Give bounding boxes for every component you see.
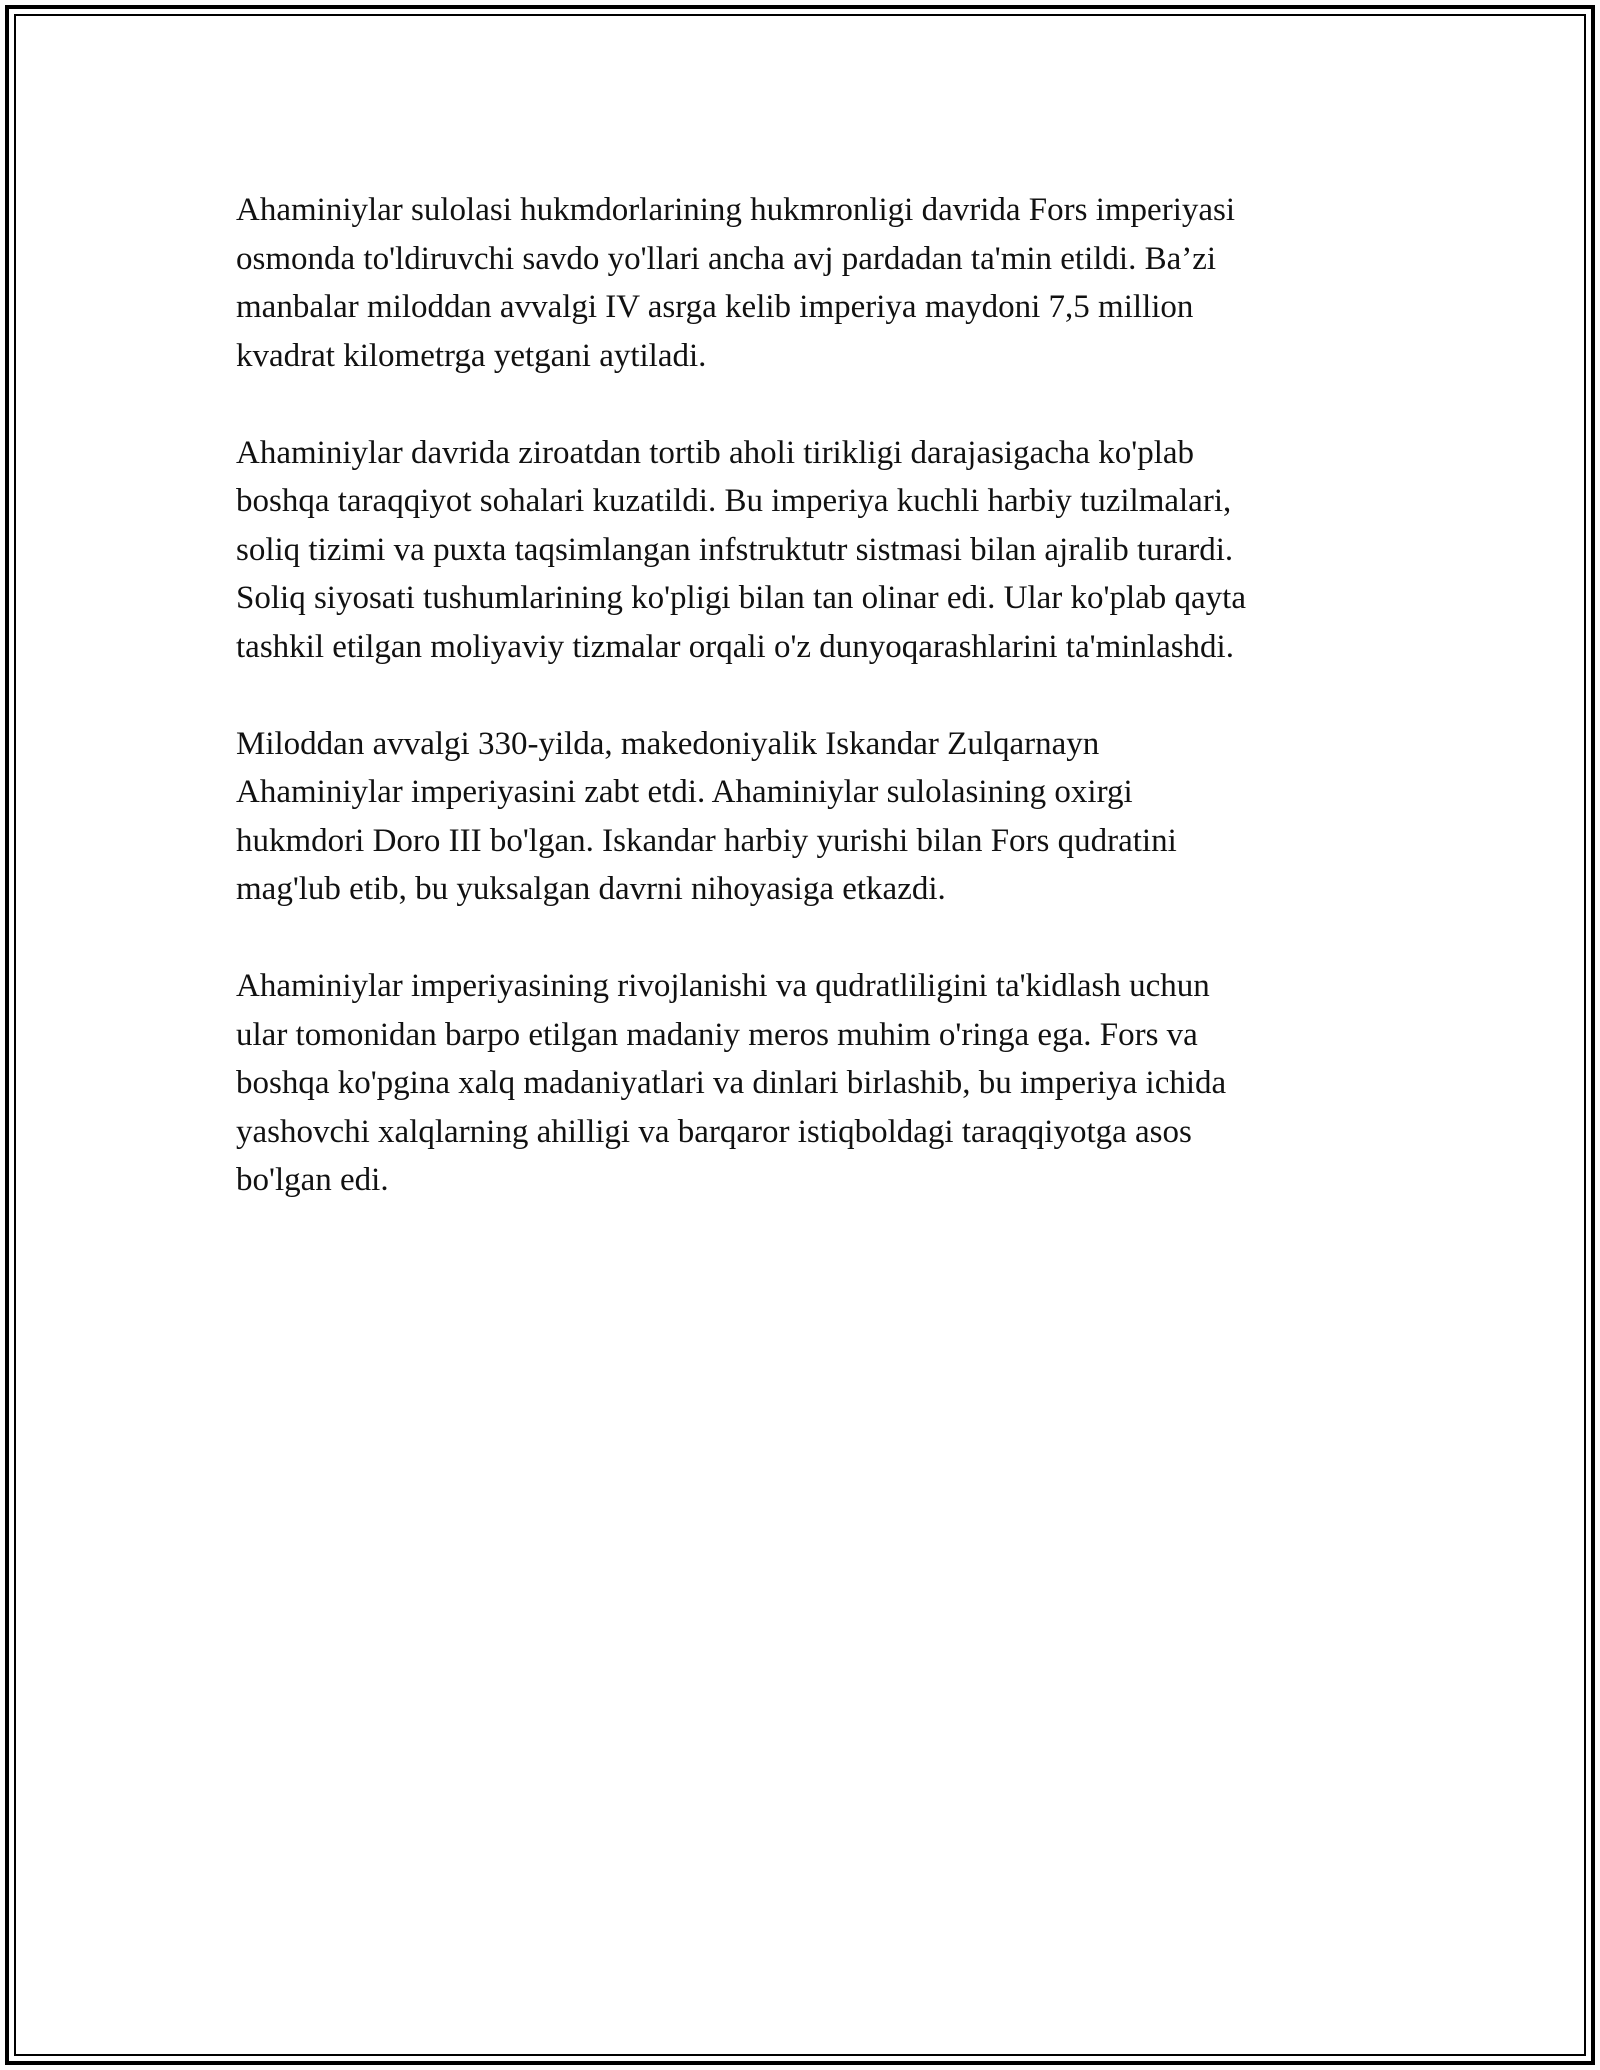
text-line: tashkil etilgan moliyaviy tizmalar orqali o'z dunyoqarashlarini ta'minlashdi. [236, 628, 1234, 665]
text-line: ular tomonidan barpo etilgan madaniy meros muhim o'ringa ega. Fors va [236, 1016, 1198, 1053]
text-line: osmonda to'ldiruvchi savdo yo'llari ancha avj pardadan ta'min etildi. Ba’zi [236, 240, 1217, 277]
text-line: Ahaminiylar davrida ziroatdan tortib aholi tirikligi darajasigacha ko'plab [236, 434, 1195, 471]
paragraph-3 [236, 720, 1386, 914]
text-line: Ahaminiylar sulolasi hukmdorlarining hukmronligi davrida Fors imperiyasi [236, 192, 1236, 228]
text-line: Ahaminiylar imperiyasini zabt etdi. Ahaminiylar sulolasining oxirgi [236, 774, 1133, 810]
text-line: mag'lub etib, bu yuksalgan davrni nihoyasiga etkazdi. [236, 871, 946, 907]
text-line: boshqa taraqqiyot sohalari kuzatildi. Bu imperiya kuchli harbiy tuzilmalari, [236, 483, 1232, 519]
text-line: bo'lgan edi. [236, 1162, 389, 1198]
text-line: manbalar miloddan avvalgi IV asrga kelib imperiya maydoni 7,5 million [236, 289, 1194, 325]
text-line: yashovchi xalqlarning ahilligi va barqaror istiqboldagi taraqqiyotga asos [236, 1113, 1192, 1150]
text-line: Soliq siyosati tushumlarining ko'pligi bilan tan olinar edi. Ular ko'plab qayta [236, 580, 1246, 616]
paragraph-2 [236, 429, 1386, 672]
paragraph-1 [236, 186, 1386, 380]
text-line: boshqa ko'pgina xalq madaniyatlari va dinlari birlashib, bu imperiya ichida [236, 1065, 1227, 1101]
paragraph-4 [236, 962, 1386, 1205]
text-line: Miloddan avvalgi 330-yilda, makedoniyalik Iskandar Zulqarnayn [236, 725, 1100, 762]
text-line: kvadrat kilometrga yetgani aytiladi. [236, 337, 707, 374]
text-line: hukmdori Doro III bo'lgan. Iskandar harbiy yurishi bilan Fors qudratini [236, 822, 1177, 859]
text-line: Ahaminiylar imperiyasining rivojlanishi va qudratliligini ta'kidlash uchun [236, 968, 1210, 1004]
text-line: soliq tizimi va puxta taqsimlangan infstruktutr sistmasi bilan ajralib turardi. [236, 531, 1234, 568]
document-body [236, 186, 1386, 1253]
